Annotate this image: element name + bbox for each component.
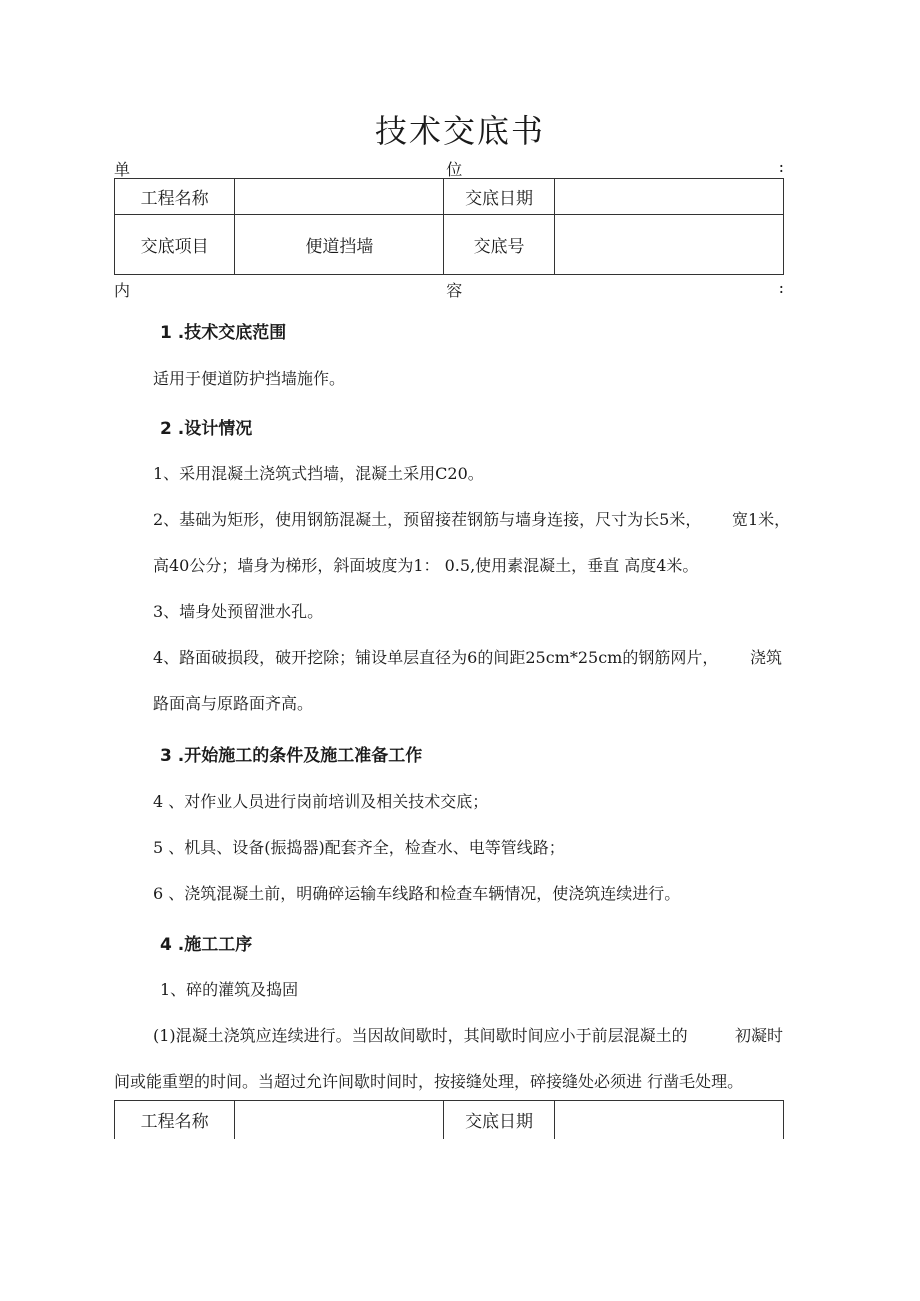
paragraph: 3、墙身处预留泄水孔。 (153, 602, 324, 621)
unit-row (114, 157, 784, 180)
handover-number-label: 交底号 (444, 215, 554, 275)
paragraph: 6 、浇筑混凝土前，明确碎运输车线路和检查车辆情况，使浇筑连续进行。 (153, 884, 681, 903)
paragraph: 高40公分；墙身为梯形，斜面坡度为1： 0.5,使用素混凝土，垂直 高度4米。 (153, 556, 699, 575)
paragraph: 1、碎的灌筑及捣固 (160, 980, 299, 999)
table-row (115, 215, 784, 275)
section-heading-1: 1 .技术交底范围 (160, 323, 287, 343)
paragraph: 2、基础为矩形，使用钢筋混凝土，预留接茬钢筋与墙身连接，尺寸为长5米， (153, 510, 702, 529)
handover-item-value: 便道挡墙 (235, 215, 444, 275)
paragraph: 4 、对作业人员进行岗前培训及相关技术交底； (153, 792, 489, 811)
handover-number-value (554, 215, 783, 275)
content-label-colon: : (778, 278, 784, 297)
paragraph: 1、采用混凝土浇筑式挡墙，混凝土采用C20。 (153, 464, 484, 483)
paragraph: 4、路面破损段，破开挖除；铺设单层直径为6的间距25cm*25cm的钢筋网片， (153, 648, 719, 667)
paragraph: 5 、机具、设备(振捣器)配套齐全，检查水、电等管线路； (153, 838, 565, 857)
project-name-value (235, 179, 444, 215)
header-table (114, 178, 784, 275)
content-label-mid: 容 (446, 281, 463, 300)
handover-date-label: 交底日期 (444, 179, 554, 215)
document-title: 技术交底书 (374, 112, 545, 150)
section-heading-4: 4 .施工工序 (160, 935, 253, 955)
section-heading-3: 3 .开始施工的条件及施工准备工作 (160, 746, 423, 766)
project-name-label: 工程名称 (115, 1101, 235, 1139)
project-name-label: 工程名称 (115, 179, 235, 215)
handover-date-value (554, 179, 783, 215)
project-name-value (235, 1101, 444, 1139)
paragraph: 宽1米， (732, 510, 791, 529)
unit-label-mid: 位 (446, 160, 463, 179)
paragraph: 路面高与原路面齐高。 (153, 694, 314, 713)
handover-date-value (554, 1101, 783, 1139)
paragraph: 初凝时 (735, 1026, 784, 1045)
paragraph: (1)混凝土浇筑应连续进行。当因故间歇时，其间歇时间应小于前层混凝土的 (153, 1026, 688, 1045)
section-heading-2: 2 .设计情况 (160, 419, 253, 439)
table-row (115, 179, 784, 215)
paragraph: 适用于便道防护挡墙施作。 (153, 369, 346, 388)
handover-item-label: 交底项目 (115, 215, 235, 275)
paragraph: 间或能重塑的时间。当超过允许间歇时间时，按接缝处理，碎接缝处必须进 行凿毛处理。 (114, 1072, 744, 1091)
handover-date-label: 交底日期 (444, 1101, 554, 1139)
content-row (114, 278, 784, 301)
unit-label-colon: : (778, 157, 784, 176)
unit-label-left: 单 (114, 160, 131, 179)
table-row (115, 1101, 784, 1139)
paragraph: 浇筑 (750, 648, 783, 667)
content-label-left: 内 (114, 281, 131, 300)
footer-table (114, 1100, 784, 1139)
